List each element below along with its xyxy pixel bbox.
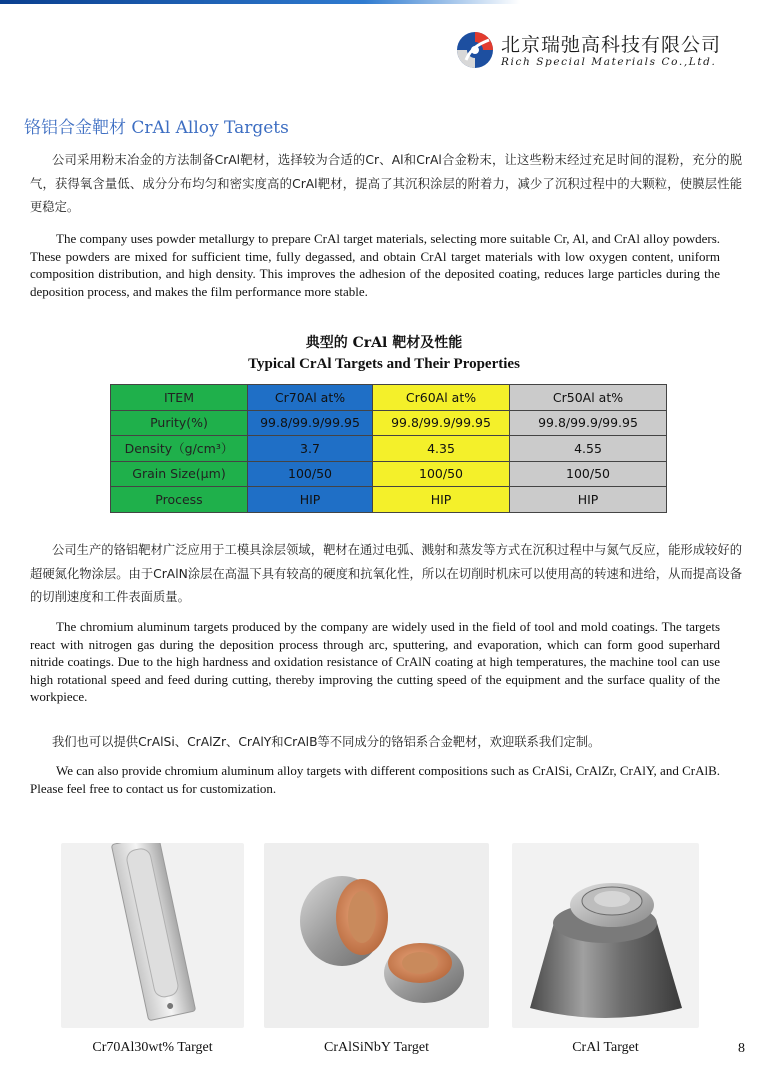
table-cell: HIP bbox=[510, 487, 667, 513]
custom-paragraph-cn: 我们也可以提供CrAlSi、CrAlZr、CrAlY和CrAlB等不同成分的铬铝系合金靶材，欢迎联系我们定制。 bbox=[52, 735, 601, 749]
page-number: 8 bbox=[738, 1041, 745, 1056]
table-cell: 100/50 bbox=[510, 461, 667, 487]
company-name-en: Rich Special Materials Co.,Ltd. bbox=[501, 56, 717, 68]
usage-paragraph-en: The chromium aluminum targets produced by the company are widely used in the field of tool and mold coatings. The targets react with nitrogen gas during the deposition process through arc, sputtering, and evaporation, which can form good superhard nitride coatings. Due to the high hardness and oxidation resistance of CrAlN coating at high temperatures, the machine tool can use high rotational speed and feed during cutting, thereby improving the cutting speed of the equipment and the surface quality of the workpiece. bbox=[30, 619, 720, 705]
table-cell: HIP bbox=[373, 487, 510, 513]
photo-caption: CrAlSiNbY Target bbox=[324, 1040, 429, 1055]
table-header-row bbox=[111, 385, 667, 411]
table-header-cell: Cr60Al at% bbox=[373, 385, 510, 411]
photo-caption: Cr70Al30wt% Target bbox=[92, 1040, 213, 1055]
company-name-cn: 北京瑞弛高科技有限公司 bbox=[501, 34, 722, 56]
photo-cr70al30-target bbox=[61, 843, 244, 1028]
intro-paragraph-cn: 公司采用粉末冶金的方法制备CrAl靶材，选择较为合适的Cr、Al和CrAl合金粉末，让这些粉末经过充足时间的混粉，充分的脱气，获得氧含量低、成分分布均匀和密实度高的CrAl靶材，提高了其沉积涂层的附着力，减少了沉积过程中的大颗粒，使膜层性能更稳定。 bbox=[30, 153, 742, 214]
usage-paragraph-cn: 公司生产的铬铝靶材广泛应用于工模具涂层领域，靶材在通过电弧、溅射和蒸发等方式在沉积过程中与氮气反应，能形成较好的超硬氮化物涂层。由于CrAlN涂层在高温下具有较高的硬度和抗氧化性，所以在切削时机床可以使用高的转速和进给，从而提高设备的切削速度和工件表面质量。 bbox=[30, 543, 742, 604]
table-cell: Purity(%) bbox=[111, 410, 248, 436]
table-cell: Density（g/cm³） bbox=[111, 436, 248, 462]
top-accent-bar bbox=[0, 0, 768, 4]
table-cell: 100/50 bbox=[248, 461, 373, 487]
table-row bbox=[111, 410, 667, 436]
table-header-cell: Cr50Al at% bbox=[510, 385, 667, 411]
page-title: 铬铝合金靶材 CrAl Alloy Targets bbox=[24, 118, 289, 138]
table-row bbox=[111, 436, 667, 462]
table-cell: HIP bbox=[248, 487, 373, 513]
intro-paragraph-en: The company uses powder metallurgy to prepare CrAl target materials, selecting more suitable Cr, Al, and CrAl alloy powders. These powders are mixed for sufficient time, fully degassed, and obtain CrAl target materials with low oxygen content, uniform composition distribution, and high density. This improves the adhesion of the deposited coating, reduces large particles during the deposition process, and makes the film performance more stable. bbox=[30, 231, 720, 299]
photo-caption: CrAl Target bbox=[572, 1040, 639, 1055]
table-cell: Process bbox=[111, 487, 248, 513]
company-logo-icon bbox=[455, 30, 495, 70]
company-header bbox=[455, 26, 745, 76]
table-cell: 99.8/99.9/99.95 bbox=[248, 410, 373, 436]
table-cell: 99.8/99.9/99.95 bbox=[373, 410, 510, 436]
photo-cral-target bbox=[512, 843, 699, 1028]
table-title-cn: 典型的 CrAl 靶材及性能 bbox=[305, 335, 463, 351]
table-cell: Grain Size(μm) bbox=[111, 461, 248, 487]
custom-paragraph-en: We can also provide chromium aluminum alloy targets with different compositions such as CrAlSi, CrAlZr, CrAlY, and CrAlB. Please feel free to contact us for customization. bbox=[30, 763, 720, 796]
table-cell: 100/50 bbox=[373, 461, 510, 487]
table-cell: 99.8/99.9/99.95 bbox=[510, 410, 667, 436]
photo-cralsinby-target bbox=[264, 843, 489, 1028]
table-row bbox=[111, 461, 667, 487]
table-cell: 3.7 bbox=[248, 436, 373, 462]
table-cell: 4.55 bbox=[510, 436, 667, 462]
table-cell: 4.35 bbox=[373, 436, 510, 462]
table-row bbox=[111, 487, 667, 513]
table-header-cell: Cr70Al at% bbox=[248, 385, 373, 411]
properties-table bbox=[110, 384, 667, 513]
table-header-cell: ITEM bbox=[111, 385, 248, 411]
table-title-en: Typical CrAl Targets and Their Properties bbox=[248, 356, 520, 372]
